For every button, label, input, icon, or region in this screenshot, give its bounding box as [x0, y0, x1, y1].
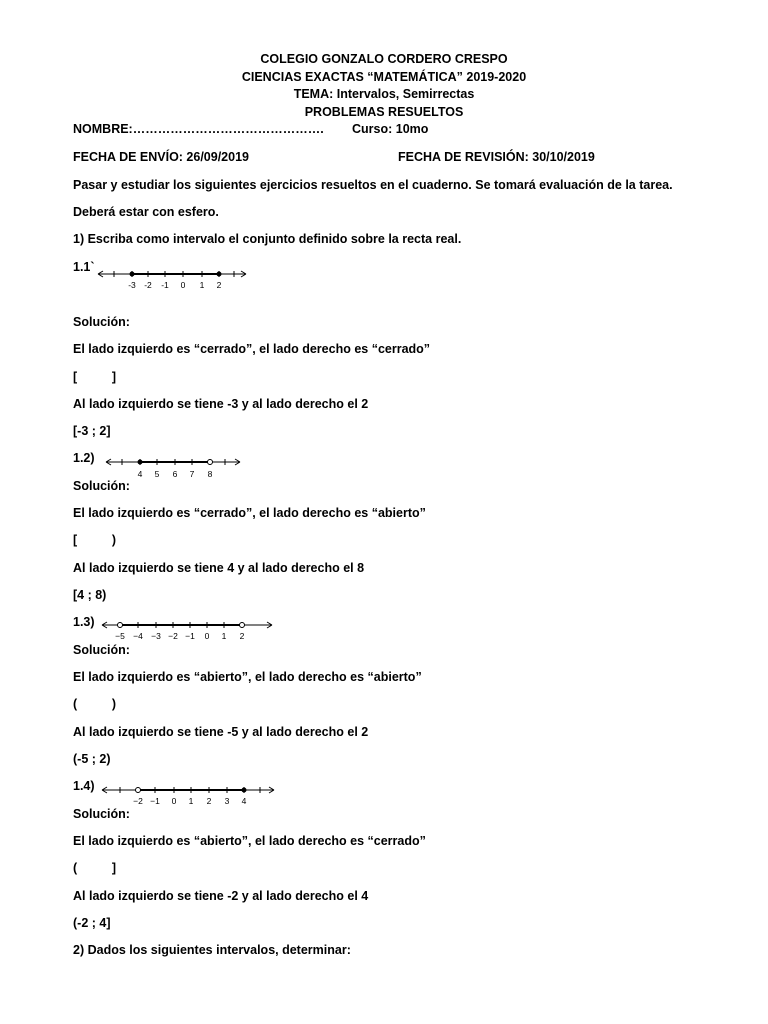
tick-label: 1: [221, 631, 227, 641]
tick-label: −4: [133, 631, 143, 641]
bracket-notation: [ ]: [73, 370, 117, 384]
tick-label: 4: [241, 796, 247, 806]
number-line: [94, 265, 254, 295]
closed-endpoint: [138, 460, 143, 465]
tick-label: 6: [172, 469, 178, 479]
instruction-1: Pasar y estudiar los siguientes ejercicios resueltos en el cuaderno. Se tomará evaluación de la tarea.: [73, 178, 673, 192]
tick-label: -3: [128, 280, 136, 290]
solution-label: Solución:: [73, 807, 130, 821]
endpoints-text: Al lado izquierdo se tiene 4 y al lado derecho el 8: [73, 561, 365, 575]
number-line: [102, 452, 257, 482]
tick-label: −2: [168, 631, 178, 641]
tick-label: 2: [239, 631, 245, 641]
tick-label: 2: [206, 796, 212, 806]
tick-label: 5: [154, 469, 160, 479]
tick-label: −2: [133, 796, 143, 806]
tick-label: 8: [207, 469, 213, 479]
tick-label: 0: [204, 631, 210, 641]
tick-label: 7: [189, 469, 195, 479]
interval-answer: [-3 ; 2]: [73, 424, 111, 438]
tick-label: −1: [185, 631, 195, 641]
interval-answer: (-2 ; 4]: [73, 916, 111, 930]
endpoints-text: Al lado izquierdo se tiene -5 y al lado derecho el 2: [73, 725, 369, 739]
send-date: FECHA DE ENVÍO: 26/09/2019: [73, 150, 249, 164]
endpoints-text: Al lado izquierdo se tiene -2 y al lado derecho el 4: [73, 889, 369, 903]
sides-text: El lado izquierdo es “cerrado”, el lado derecho es “abierto”: [73, 506, 426, 520]
name-label: NOMBRE:……………………………………….: [73, 122, 324, 136]
open-endpoint: [118, 623, 123, 628]
solution-label: Solución:: [73, 643, 130, 657]
tick-label: -2: [144, 280, 152, 290]
sides-text: El lado izquierdo es “abierto”, el lado derecho es “abierto”: [73, 670, 422, 684]
problem-label: 1.4): [73, 779, 95, 793]
sides-text: El lado izquierdo es “abierto”, el lado derecho es “cerrado”: [73, 834, 426, 848]
tick-label: −1: [150, 796, 160, 806]
doc-type: PROBLEMAS RESUELTOS: [304, 105, 464, 119]
closed-endpoint: [217, 272, 222, 277]
instruction-2: Deberá estar con esfero.: [73, 205, 219, 219]
solution-label: Solución:: [73, 479, 130, 493]
open-endpoint: [240, 623, 245, 628]
open-endpoint: [136, 788, 141, 793]
interval-answer: [4 ; 8): [73, 588, 107, 602]
tick-label: −3: [151, 631, 161, 641]
tick-label: 0: [171, 796, 177, 806]
problem-label: 1.3): [73, 615, 95, 629]
sides-text: El lado izquierdo es “cerrado”, el lado derecho es “cerrado”: [73, 342, 431, 356]
tick-label: 1: [199, 280, 205, 290]
tick-label: 0: [180, 280, 186, 290]
number-line: [98, 615, 278, 645]
tick-label: 2: [216, 280, 222, 290]
endpoints-text: Al lado izquierdo se tiene -3 y al lado derecho el 2: [73, 397, 369, 411]
bracket-notation: ( ]: [73, 861, 117, 875]
course-label: Curso: 10mo: [352, 122, 429, 136]
closed-endpoint: [242, 788, 247, 793]
solution-label: Solución:: [73, 315, 130, 329]
problem-label: 1.2): [73, 451, 95, 465]
review-date: FECHA DE REVISIÓN: 30/10/2019: [398, 150, 595, 164]
topic-line: TEMA: Intervalos, Semirrectas: [293, 87, 475, 101]
bracket-notation: [ ): [73, 533, 117, 547]
tick-label: −5: [115, 631, 125, 641]
tick-label: 1: [188, 796, 194, 806]
tick-label: 3: [224, 796, 230, 806]
question-1: 1) Escriba como intervalo el conjunto definido sobre la recta real.: [73, 232, 462, 246]
subject-line: CIENCIAS EXACTAS “MATEMÁTICA” 2019-2020: [241, 70, 527, 84]
closed-endpoint: [130, 272, 135, 277]
bracket-notation: ( ): [73, 697, 117, 711]
number-line: [98, 780, 280, 810]
tick-label: -1: [161, 280, 169, 290]
school-name: COLEGIO GONZALO CORDERO CRESPO: [260, 52, 508, 66]
question-2: 2) Dados los siguientes intervalos, determinar:: [73, 943, 351, 957]
problem-label: 1.1`: [73, 260, 95, 274]
tick-label: 4: [137, 469, 143, 479]
open-endpoint: [208, 460, 213, 465]
interval-answer: (-5 ; 2): [73, 752, 111, 766]
